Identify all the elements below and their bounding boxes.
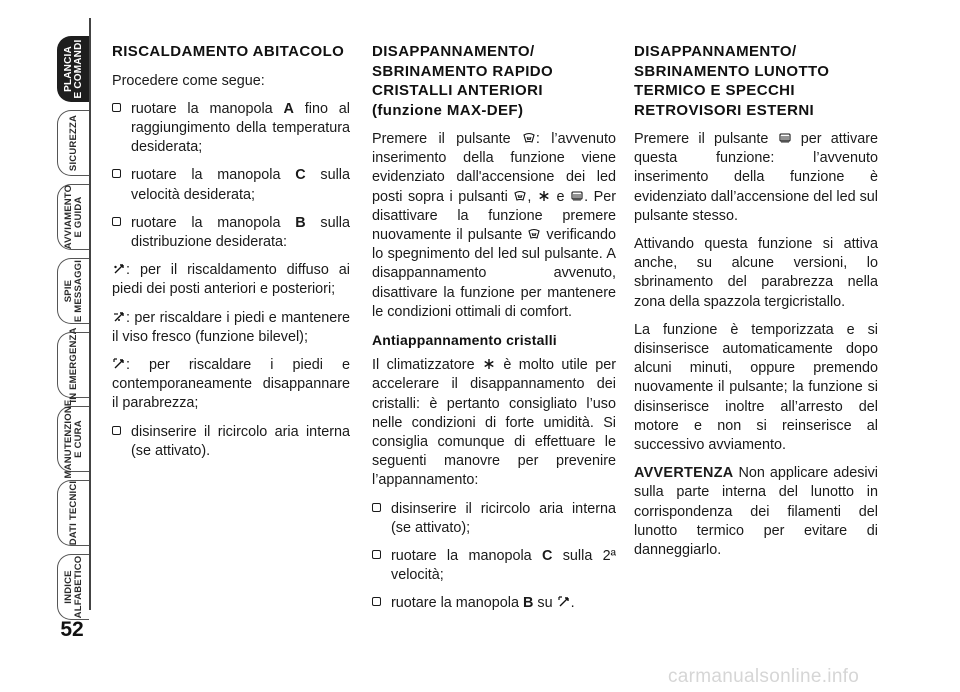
steps-list [112, 423, 350, 461]
tab-label: PLANCIA E COMANDI [62, 39, 84, 99]
text: ruotare la manopola [131, 214, 296, 231]
tab-avviamento-e-guida[interactable] [57, 184, 89, 250]
airflow-feet-icon [113, 263, 125, 275]
text: ruotare la manopola [391, 595, 523, 612]
watermark: carmanualsonline.info [668, 666, 860, 687]
text: è molto utile per accelerare il disappannamento dei cristalli: è pertanto consigliato l’uso nelle condizioni di forte umidità. Si consiglia comunque di effettuare le seguenti manovre per prevenire l’appannamento: [372, 357, 616, 489]
distribution-feet [112, 261, 350, 299]
airflow-bilevel-icon [113, 311, 125, 323]
text: ruotare la manopola [131, 167, 296, 184]
paragraph: Attivando questa funzione si attiva anche, su alcune versioni, lo sbrinamento del parabrezza nella zona della spazzola tergicristallo. [634, 236, 878, 310]
windshield-defrost-icon [514, 190, 526, 202]
warning-label: AVVERTENZA [634, 465, 734, 482]
tab-label: AVVIAMENTO E GUIDA [62, 184, 84, 250]
text: Premere il pulsante [634, 131, 778, 147]
tab-label: INDICE ALFABETICO [62, 555, 84, 619]
paragraph: La funzione è temporizzata e si disinserisce automaticamente dopo alcuni minuti, oppure premendo nuovamente il pulsante; la funzione si disinserisce inoltre all’arresto del motore e non si reinserisce al successivo avviamento. [634, 321, 878, 454]
section-title: DISAPPANNAMENTO/ SBRINAMENTO LUNOTTO TERMICO E SPECCHI RETROVISORI ESTERNI [634, 43, 830, 119]
knob-label: C [542, 548, 553, 565]
air-conditioning-snowflake-icon [483, 358, 495, 370]
list-item [112, 214, 350, 252]
steps-list [372, 500, 616, 614]
tab-label: DATI TECNICI [67, 480, 79, 546]
distribution-feet-defrost [112, 356, 350, 414]
text: fino al raggiungimento della temperatura desiderata; [131, 100, 350, 156]
airflow-feet-windshield-icon [558, 596, 570, 608]
page-number: 52 [60, 618, 84, 641]
section-title: DISAPPANNAMENTO/ SBRINAMENTO RAPIDO CRISTALLI ANTERIORI (funzione MAX-DEF) [372, 43, 554, 119]
list-item [372, 547, 616, 585]
knob-label: C [295, 167, 306, 184]
text: disinserire il ricircolo aria interna (se attivato); [391, 500, 616, 536]
text: . [570, 595, 575, 612]
text: su [533, 595, 557, 612]
list-item [112, 100, 350, 158]
section-rear-defrost [634, 42, 878, 569]
text: ruotare la manopola [391, 548, 542, 565]
intro-text: Procedere come segue: [112, 72, 265, 89]
section-max-def [372, 42, 616, 623]
subsection-title: Antiappannamento cristalli [372, 332, 557, 349]
text: disinserire il ricircolo aria interna (se attivato). [131, 423, 350, 459]
tab-spie-e-messaggi[interactable] [57, 258, 89, 324]
tab-manutenzione-e-cura[interactable] [57, 399, 89, 479]
tab-label: SICUREZZA [67, 114, 79, 172]
steps-list [112, 100, 350, 252]
text: e [550, 188, 571, 205]
list-item [112, 423, 350, 461]
text: sulla distribuzione desiderata: [131, 214, 350, 250]
section-riscaldamento [112, 42, 350, 470]
rear-window-defrost-icon [779, 132, 791, 144]
text: : per riscaldare i piedi e contemporaneamente disappannare il parabrezza; [112, 356, 350, 412]
checkbox-bullet-icon [112, 103, 121, 112]
text: sulla 2ª velocità; [391, 548, 616, 584]
checkbox-bullet-icon [112, 426, 121, 435]
knob-label: B [523, 595, 534, 612]
tab-label: MANUTENZIONE E CURA [62, 399, 84, 479]
text: . Per disattivare la funzione premere nuovamente il pulsante [372, 188, 617, 244]
windshield-defrost-icon [523, 132, 535, 144]
checkbox-bullet-icon [372, 550, 381, 559]
text: : per il riscaldamento diffuso ai piedi dei posti anteriori e posteriori; [112, 262, 350, 298]
section-sidebar [0, 0, 100, 692]
text: Il climatizzatore [372, 357, 482, 374]
windshield-defrost-icon [528, 228, 540, 240]
warning-paragraph [634, 464, 878, 560]
list-item [372, 594, 616, 613]
airflow-feet-windshield-icon [113, 358, 125, 370]
tab-in-emergenza[interactable] [57, 327, 89, 403]
air-conditioning-snowflake-icon [538, 190, 550, 202]
knob-label: B [295, 214, 306, 231]
text: verificando lo spegnimento del led sul pulsante. A disappannamento avvenuto, disattivare la funzione per mantenere le condizioni ottimali di comfort. [372, 227, 616, 320]
knob-label: A [283, 100, 294, 117]
text: , [527, 188, 537, 205]
text: per attivare questa funzione: l’avvenuto inserimento della funzione è evidenziato dall’accensione del led sul pulsante stesso. [634, 131, 879, 224]
checkbox-bullet-icon [372, 597, 381, 606]
text: sulla velocità desiderata; [131, 167, 350, 203]
text: : l’avvenuto inserimento della funzione viene evidenziato dall'accensione dei led posti sopra i pulsanti [372, 131, 617, 205]
checkbox-bullet-icon [112, 169, 121, 178]
text: ruotare la manopola [131, 100, 284, 117]
text: Premere il pulsante [372, 131, 522, 147]
list-item [112, 166, 350, 204]
list-item [372, 500, 616, 538]
max-def-paragraph [372, 130, 616, 322]
tab-indice-alfabetico[interactable] [57, 554, 89, 620]
text: Non applicare adesivi sulla parte interna del lunotto in corrispondenza dei filamenti del lunotto termico per evitare di danneggiarlo. [634, 465, 878, 559]
tab-sicurezza[interactable] [57, 110, 89, 176]
sidebar-rule [89, 18, 91, 610]
text: : per riscaldare i piedi e mantenere il viso fresco (funzione bilevel); [112, 309, 350, 345]
tab-plancia-e-comandi[interactable] [57, 36, 89, 102]
distribution-bilevel [112, 309, 350, 347]
checkbox-bullet-icon [112, 217, 121, 226]
tab-label: SPIE E MESSAGGI [62, 259, 84, 323]
tab-dati-tecnici[interactable] [57, 480, 89, 546]
rear-window-defrost-icon [571, 190, 583, 202]
rear-defrost-paragraph [634, 130, 878, 226]
section-title: RISCALDAMENTO ABITACOLO [112, 43, 345, 60]
tab-label: IN EMERGENZA [67, 327, 79, 403]
antifog-paragraph [372, 356, 616, 490]
checkbox-bullet-icon [372, 503, 381, 512]
